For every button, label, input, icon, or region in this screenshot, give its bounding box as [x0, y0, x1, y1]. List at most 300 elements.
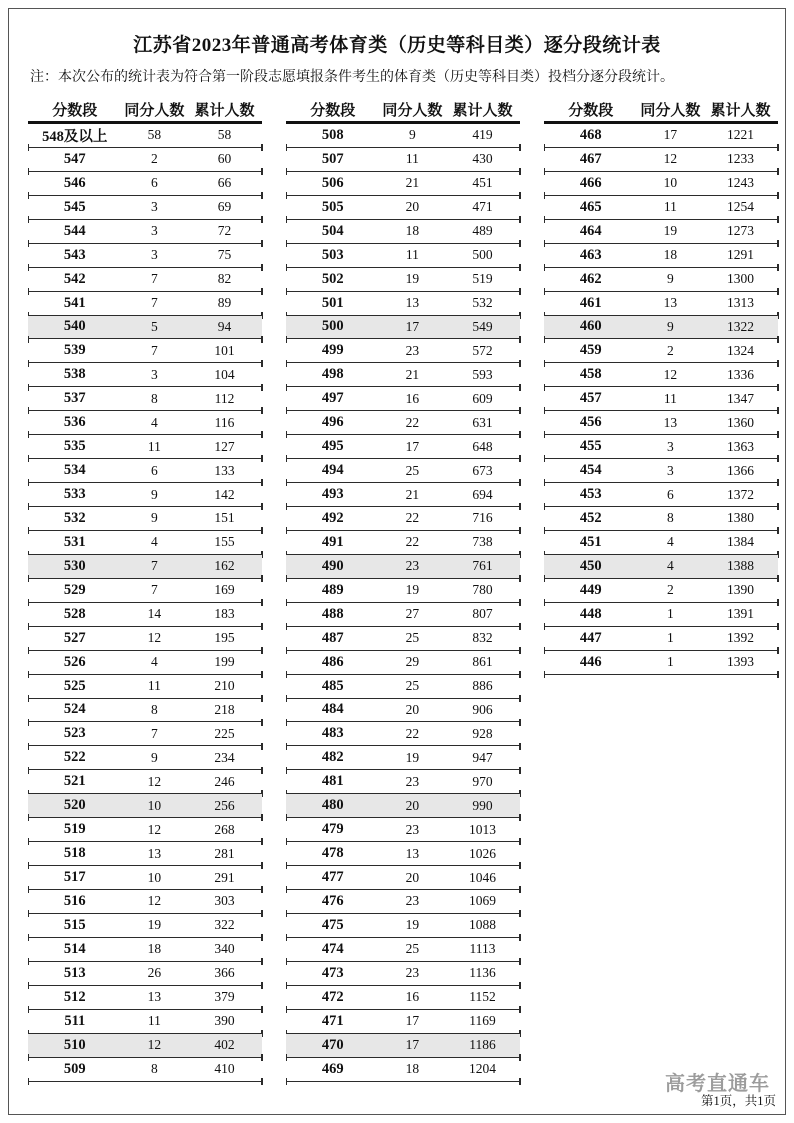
cumulative-cell: 116: [214, 414, 235, 430]
table-row: [286, 1058, 520, 1082]
score-cell: 525: [63, 677, 86, 694]
cumulative-cell: 199: [214, 654, 235, 670]
table-row: [544, 172, 778, 196]
table-row: [544, 579, 778, 603]
table-row: [544, 531, 778, 555]
score-cell: 515: [63, 916, 86, 933]
count-cell: 23: [405, 342, 420, 358]
score-cell: 508: [321, 126, 344, 143]
cumulative-cell: 133: [214, 462, 235, 478]
count-cell: 23: [405, 965, 420, 981]
count-cell: 20: [405, 797, 420, 813]
count-cell: 10: [663, 175, 678, 191]
cumulative-cell: 183: [214, 606, 235, 622]
score-cell: 535: [63, 438, 86, 455]
score-cell: 486: [321, 653, 344, 670]
cumulative-cell: 410: [214, 1061, 235, 1077]
cumulative-cell: 155: [214, 534, 235, 550]
table-row: [28, 962, 262, 986]
count-cell: 12: [147, 773, 162, 789]
score-cell: 489: [321, 581, 344, 598]
table-header-row: [544, 98, 778, 124]
score-cell: 494: [321, 462, 344, 479]
count-cell: 19: [405, 917, 420, 933]
cumulative-cell: 780: [472, 582, 493, 598]
count-cell: 7: [150, 295, 158, 311]
score-cell: 503: [321, 246, 344, 263]
table-row: [286, 435, 520, 459]
cumulative-cell: 162: [214, 558, 235, 574]
cumulative-cell: 246: [214, 773, 235, 789]
count-cell: 7: [150, 342, 158, 358]
table-row: [286, 579, 520, 603]
count-cell: 17: [405, 318, 420, 334]
count-cell: 1: [666, 606, 674, 622]
table-body: [286, 124, 520, 1082]
table-row: [286, 842, 520, 866]
cumulative-cell: 379: [214, 989, 235, 1005]
count-cell: 14: [147, 606, 162, 622]
score-cell: 498: [321, 366, 344, 383]
table-row: [286, 675, 520, 699]
table-row: [28, 842, 262, 866]
cumulative-cell: 832: [472, 630, 493, 646]
cumulative-cell: 990: [472, 797, 493, 813]
count-cell: 11: [663, 199, 677, 215]
score-cell: 485: [321, 677, 344, 694]
cumulative-cell: 142: [214, 486, 235, 502]
table-row: [28, 435, 262, 459]
score-cell: 477: [321, 869, 344, 886]
cumulative-cell: 268: [214, 821, 235, 837]
cumulative-cell: 210: [214, 678, 235, 694]
score-cell: 511: [64, 1012, 86, 1029]
count-cell: 19: [405, 271, 420, 287]
count-cell: 13: [663, 414, 678, 430]
count-cell: 9: [666, 318, 674, 334]
count-cell: 6: [150, 175, 158, 191]
score-cell: 537: [63, 390, 86, 407]
count-cell: 25: [405, 630, 420, 646]
count-cell: 25: [405, 941, 420, 957]
cumulative-cell: 1363: [727, 438, 755, 454]
count-cell: 3: [666, 462, 674, 478]
count-cell: 12: [663, 151, 678, 167]
count-cell: 10: [147, 869, 162, 885]
count-cell: 22: [405, 534, 420, 550]
table-row: [286, 148, 520, 172]
table-row: [544, 651, 778, 675]
cumulative-cell: 738: [472, 534, 493, 550]
cumulative-cell: 89: [217, 295, 232, 311]
cumulative-cell: 1069: [469, 893, 497, 909]
cumulative-cell: 1391: [727, 606, 755, 622]
table-row: [28, 675, 262, 699]
table-row: [286, 339, 520, 363]
table-row: [286, 531, 520, 555]
score-cell: 459: [579, 342, 602, 359]
count-cell: 16: [405, 989, 420, 1005]
page-title: 江苏省2023年普通高考体育类（历史等科目类）逐分段统计表: [133, 35, 661, 56]
count-cell: 16: [405, 390, 420, 406]
count-cell: 25: [405, 462, 420, 478]
score-table-column-2: [286, 98, 520, 1082]
cumulative-cell: 1324: [727, 342, 755, 358]
table-row: [28, 746, 262, 770]
score-cell: 475: [321, 916, 344, 933]
table-row: [544, 555, 778, 579]
score-cell: 514: [63, 940, 86, 957]
count-cell: 23: [405, 558, 420, 574]
table-row: [28, 507, 262, 531]
cumulative-cell: 1336: [727, 366, 755, 382]
watermark-text: 高考直通车: [665, 1073, 770, 1095]
table-row: [286, 387, 520, 411]
cumulative-cell: 1254: [727, 199, 755, 215]
count-cell: 7: [150, 582, 158, 598]
score-cell: 526: [63, 653, 86, 670]
cumulative-cell: 256: [214, 797, 235, 813]
cumulative-cell: 489: [472, 223, 493, 239]
score-cell: 540: [63, 318, 86, 335]
table-row: [28, 196, 262, 220]
score-cell: 490: [321, 557, 344, 574]
count-cell: 2: [666, 342, 674, 358]
table-row: [544, 268, 778, 292]
count-cell: 18: [147, 941, 162, 957]
table-row: [28, 890, 262, 914]
cumulative-cell: 1366: [727, 462, 755, 478]
cumulative-cell: 1313: [727, 295, 755, 311]
cumulative-cell: 1291: [727, 247, 755, 263]
table-row: [286, 866, 520, 890]
cumulative-cell: 1113: [469, 941, 496, 957]
score-cell: 522: [63, 749, 86, 766]
count-cell: 4: [666, 558, 674, 574]
count-cell: 12: [147, 630, 162, 646]
score-cell: 495: [321, 438, 344, 455]
count-cell: 2: [666, 582, 674, 598]
cumulative-cell: 390: [214, 1013, 235, 1029]
table-row: [286, 124, 520, 148]
count-cell: 9: [408, 127, 416, 143]
table-row: [28, 292, 262, 316]
score-cell: 497: [321, 390, 344, 407]
cumulative-cell: 322: [214, 917, 235, 933]
score-cell: 450: [579, 557, 602, 574]
table-row: [286, 651, 520, 675]
cumulative-cell: 169: [214, 582, 235, 598]
table-row: [544, 411, 778, 435]
table-row: [286, 483, 520, 507]
cumulative-cell: 861: [472, 654, 493, 670]
table-row: [286, 244, 520, 268]
cumulative-cell: 1243: [727, 175, 755, 191]
header-same-score-count: 同分人数: [124, 103, 185, 119]
score-cell: 478: [321, 845, 344, 862]
count-cell: 4: [150, 534, 158, 550]
cumulative-cell: 66: [217, 175, 232, 191]
table-row: [286, 794, 520, 818]
score-cell: 527: [63, 629, 86, 646]
cumulative-cell: 1221: [727, 127, 755, 143]
count-cell: 10: [147, 797, 162, 813]
table-row: [286, 938, 520, 962]
score-cell: 533: [63, 486, 86, 503]
table-row: [28, 339, 262, 363]
cumulative-cell: 648: [472, 438, 493, 454]
count-cell: 12: [147, 893, 162, 909]
score-cell: 509: [63, 1060, 86, 1077]
score-cell: 470: [321, 1036, 344, 1053]
cumulative-cell: 500: [472, 247, 493, 263]
count-cell: 5: [150, 318, 158, 334]
header-same-score-count: 同分人数: [640, 103, 701, 119]
cumulative-cell: 104: [214, 366, 235, 382]
score-cell: 543: [63, 246, 86, 263]
score-cell: 452: [579, 509, 602, 526]
table-row: [286, 890, 520, 914]
count-cell: 13: [147, 845, 162, 861]
count-cell: 20: [405, 869, 420, 885]
cumulative-cell: 572: [472, 342, 493, 358]
cumulative-cell: 532: [472, 295, 493, 311]
count-cell: 21: [405, 366, 420, 382]
cumulative-cell: 69: [217, 199, 232, 215]
count-cell: 19: [405, 749, 420, 765]
table-body: [28, 124, 262, 1082]
score-cell: 492: [321, 509, 344, 526]
table-row: [286, 986, 520, 1010]
score-cell: 455: [579, 438, 602, 455]
cumulative-cell: 1233: [727, 151, 755, 167]
table-row: [286, 459, 520, 483]
cumulative-cell: 94: [217, 318, 232, 334]
count-cell: 3: [666, 438, 674, 454]
score-cell: 476: [321, 892, 344, 909]
cumulative-cell: 58: [217, 127, 232, 143]
score-cell: 472: [321, 988, 344, 1005]
cumulative-cell: 1169: [469, 1013, 496, 1029]
score-cell: 448: [579, 605, 602, 622]
table-row: [28, 387, 262, 411]
table-row: [544, 292, 778, 316]
table-row: [28, 794, 262, 818]
count-cell: 17: [663, 127, 678, 143]
score-cell: 449: [579, 581, 602, 598]
table-row: [28, 651, 262, 675]
score-cell: 512: [63, 988, 86, 1005]
cumulative-cell: 1384: [727, 534, 755, 550]
count-cell: 11: [147, 438, 161, 454]
count-cell: 1: [666, 654, 674, 670]
cumulative-cell: 947: [472, 749, 493, 765]
count-cell: 4: [150, 414, 158, 430]
score-cell: 534: [63, 462, 86, 479]
header-score-segment: 分数段: [310, 103, 356, 119]
score-cell: 466: [579, 174, 602, 191]
cumulative-cell: 1046: [469, 869, 497, 885]
table-row: [286, 316, 520, 340]
cumulative-cell: 761: [472, 558, 493, 574]
count-cell: 11: [147, 1013, 161, 1029]
count-cell: 25: [405, 678, 420, 694]
score-cell: 532: [63, 509, 86, 526]
table-row: [28, 1010, 262, 1034]
cumulative-cell: 1390: [727, 582, 755, 598]
count-cell: 12: [663, 366, 678, 382]
score-cell: 513: [63, 964, 86, 981]
table-row: [28, 579, 262, 603]
cumulative-cell: 970: [472, 773, 493, 789]
score-table-column-1: [28, 98, 262, 1082]
cumulative-cell: 82: [217, 271, 232, 287]
count-cell: 29: [405, 654, 420, 670]
score-cell: 493: [321, 486, 344, 503]
count-cell: 8: [150, 390, 158, 406]
cumulative-cell: 1322: [727, 318, 755, 334]
cumulative-cell: 281: [214, 845, 235, 861]
score-cell: 491: [321, 533, 344, 550]
table-row: [286, 555, 520, 579]
count-cell: 19: [147, 917, 162, 933]
score-cell: 454: [579, 462, 602, 479]
cumulative-cell: 234: [214, 749, 235, 765]
count-cell: 9: [150, 749, 158, 765]
table-row: [28, 124, 262, 148]
score-cell: 530: [63, 557, 86, 574]
table-row: [286, 196, 520, 220]
table-row: [544, 435, 778, 459]
score-cell: 482: [321, 749, 344, 766]
table-row: [286, 1034, 520, 1058]
header-cumulative-count: 累计人数: [452, 103, 513, 119]
cumulative-cell: 402: [214, 1037, 235, 1053]
cumulative-cell: 1026: [469, 845, 497, 861]
score-cell: 457: [579, 390, 602, 407]
score-cell: 464: [579, 222, 602, 239]
cumulative-cell: 291: [214, 869, 235, 885]
score-cell: 462: [579, 270, 602, 287]
table-row: [28, 531, 262, 555]
score-cell: 519: [63, 821, 86, 838]
count-cell: 8: [150, 701, 158, 717]
table-row: [286, 770, 520, 794]
cumulative-cell: 1392: [727, 630, 755, 646]
score-cell: 474: [321, 940, 344, 957]
cumulative-cell: 807: [472, 606, 493, 622]
count-cell: 13: [663, 295, 678, 311]
score-cell: 499: [321, 342, 344, 359]
table-row: [28, 938, 262, 962]
count-cell: 20: [405, 701, 420, 717]
count-cell: 26: [147, 965, 162, 981]
table-row: [28, 363, 262, 387]
cumulative-cell: 1388: [727, 558, 755, 574]
table-row: [28, 483, 262, 507]
score-cell: 481: [321, 773, 344, 790]
table-row: [286, 220, 520, 244]
header-score-segment: 分数段: [52, 103, 98, 119]
cumulative-cell: 195: [214, 630, 235, 646]
count-cell: 3: [150, 199, 158, 215]
cumulative-cell: 1152: [469, 989, 496, 1005]
table-row: [286, 1010, 520, 1034]
cumulative-cell: 127: [214, 438, 235, 454]
table-row: [544, 220, 778, 244]
count-cell: 22: [405, 725, 420, 741]
score-cell: 528: [63, 605, 86, 622]
table-body: [544, 124, 778, 675]
cumulative-cell: 60: [217, 151, 232, 167]
cumulative-cell: 1360: [727, 414, 755, 430]
cumulative-cell: 340: [214, 941, 235, 957]
cumulative-cell: 694: [472, 486, 493, 502]
score-cell: 453: [579, 486, 602, 503]
table-row: [28, 1058, 262, 1082]
count-cell: 23: [405, 893, 420, 909]
table-header-row: [286, 98, 520, 124]
cumulative-cell: 1013: [469, 821, 497, 837]
count-cell: 20: [405, 199, 420, 215]
score-cell: 487: [321, 629, 344, 646]
count-cell: 4: [150, 654, 158, 670]
score-cell: 467: [579, 150, 602, 167]
cumulative-cell: 1393: [727, 654, 755, 670]
score-cell: 531: [63, 533, 86, 550]
header-cumulative-count: 累计人数: [194, 103, 255, 119]
table-row: [286, 603, 520, 627]
table-row: [286, 818, 520, 842]
count-cell: 21: [405, 175, 420, 191]
count-cell: 11: [405, 247, 419, 263]
count-cell: 21: [405, 486, 420, 502]
count-cell: 13: [405, 845, 420, 861]
count-cell: 18: [405, 223, 420, 239]
table-row: [28, 459, 262, 483]
cumulative-cell: 419: [472, 127, 493, 143]
tables-container: [28, 98, 778, 1082]
table-row: [286, 746, 520, 770]
score-cell: 548及以上: [42, 128, 108, 145]
score-cell: 523: [63, 725, 86, 742]
cumulative-cell: 225: [214, 725, 235, 741]
score-cell: 456: [579, 414, 602, 431]
cumulative-cell: 1204: [469, 1061, 497, 1077]
table-row: [544, 387, 778, 411]
table-row: [544, 316, 778, 340]
table-row: [286, 962, 520, 986]
score-cell: 461: [579, 294, 602, 311]
count-cell: 17: [405, 1037, 420, 1053]
count-cell: 27: [405, 606, 420, 622]
score-cell: 458: [579, 366, 602, 383]
cumulative-cell: 366: [214, 965, 235, 981]
table-row: [286, 292, 520, 316]
score-cell: 473: [321, 964, 344, 981]
count-cell: 4: [666, 534, 674, 550]
count-cell: 1: [666, 630, 674, 646]
count-cell: 7: [150, 271, 158, 287]
count-cell: 7: [150, 725, 158, 741]
table-row: [286, 268, 520, 292]
cumulative-cell: 673: [472, 462, 493, 478]
cumulative-cell: 906: [472, 701, 493, 717]
score-cell: 542: [63, 270, 86, 287]
table-row: [28, 722, 262, 746]
score-cell: 547: [63, 150, 86, 167]
score-cell: 505: [321, 198, 344, 215]
